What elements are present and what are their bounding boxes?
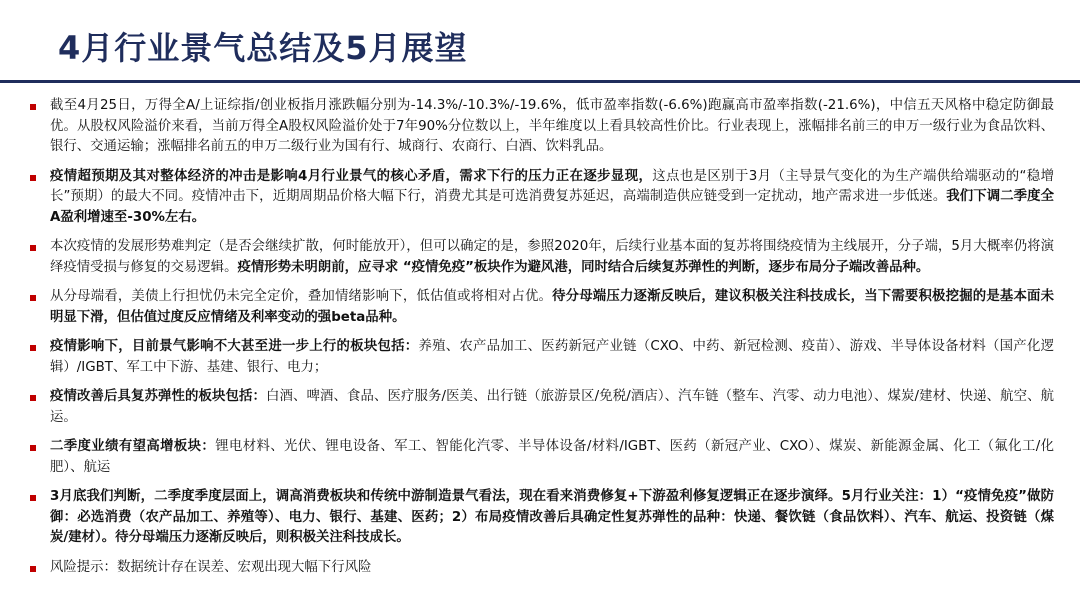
bullet-item [30, 487, 1054, 549]
bullet-item [30, 387, 1054, 428]
bold-text-segment: 二季度业绩有望高增板块： [50, 439, 216, 454]
bold-text-segment: 疫情改善后具复苏弹性的板块包括： [50, 389, 267, 404]
page-title: 4月行业景气总结及5月展望 [58, 29, 468, 67]
bullet-item [30, 437, 1054, 478]
bullet-text [50, 337, 1054, 378]
bullet-text [50, 287, 1054, 328]
bold-text-segment: 疫情形势未明朗前，应寻求 “疫情免疫”板块作为避风港，同时结合后续复苏弹性的判断，逐步布局分子端改善品种。 [237, 259, 930, 275]
bullet-text [50, 387, 1054, 428]
text-segment: 从分母端看，美债上行担忧仍未完全定价，叠加情绪影响下，低估值或将相对占优。 [50, 289, 553, 304]
bullet-marker-icon [30, 395, 36, 401]
bullet-marker-icon [30, 295, 36, 301]
bold-text-segment: 待分母端压力逐渐反映后，建议积极关注科技成长，当下需要积极挖掘的是基本面未明显下滑，但估值过度反应情绪及利率变动的强beta品种。 [50, 289, 1055, 325]
bullet-marker-icon [30, 566, 36, 572]
bullet-marker-icon [30, 175, 36, 181]
text-segment: 锂电材料、光伏、锂电设备、军工、智能化汽零、半导体设备/材料/IGBT、医药（新冠产业、CXO）、煤炭、新能源金属、化工（氟化工/化肥）、航运 [50, 439, 1054, 475]
bullet-marker-icon [30, 445, 36, 451]
bullet-item [30, 558, 1054, 579]
bullet-marker-icon [30, 345, 36, 351]
bold-text-segment: 3月底我们判断，二季度季度层面上，调高消费板块和传统中游制造景气看法，现在看来消费修复+下游盈利修复逻辑正在逐步演绎。5月行业关注：1）“疫情免疫”做防御：必选消费（农产品加工、养殖等）、电力、银行、基建、医药；2）布局疫情改善后具确定性复苏弹性的品种：快递、餐饮链（食品饮料）、汽车、航运、投资链（煤炭/建材）。待分母端压力逐渐反映后，则积极关注科技成长。 [50, 489, 1054, 545]
text-segment: 截至4月25日，万得全A/上证综指/创业板指月涨跌幅分别为-14.3%/-10.3%/-19.6%，低市盈率指数(-6.6%)跑赢高市盈率指数(-21.6%)，中信五天风格中稳定防御最优。从股权风险溢价来看，当前万得全A股权风险溢价处于7年90%分位数以上，半年维度以上看具较高性价比。行业表现上，涨幅排名前三的申万一级行业为食品饮料、银行、交通运输；涨幅排名前五的申万二级行业为国有行、城商行、农商行、白酒、饮料乳品。 [50, 98, 1054, 154]
bullet-text [50, 558, 1054, 579]
bullet-marker-icon [30, 245, 36, 251]
bullet-text [50, 96, 1054, 158]
bullet-text [50, 437, 1054, 478]
bullet-list [30, 96, 1054, 587]
title-underline [0, 80, 1080, 83]
bold-text-segment: 疫情影响下，目前景气影响不大甚至进一步上行的板块包括： [50, 339, 419, 354]
text-segment: 这点也是区别于3月（主导景气变化的为生产端供给端驱动的“稳增长”预期）的最大不同。疫情冲击下，近期周期品价格大幅下行，消费尤其是可选消费复苏延迟，高端制造供应链受到一定扰动，地产需求进一步低迷。 [50, 168, 1054, 204]
bullet-item [30, 237, 1054, 278]
text-segment: 白酒、啤酒、食品、医疗服务/医美、出行链（旅游景区/免税/酒店）、汽车链（整车、汽零、动力电池）、煤炭/建材、快递、航空、航运。 [50, 389, 1054, 425]
bullet-marker-icon [30, 104, 36, 110]
bullet-item [30, 287, 1054, 328]
text-segment: 养殖、农产品加工、医药新冠产业链（CXO、中药、新冠检测、疫苗）、游戏、半导体设备材料（国产化逻辑）/IGBT、军工中下游、基建、银行、电力； [50, 339, 1054, 375]
bullet-text [50, 167, 1054, 229]
bullet-marker-icon [30, 495, 36, 501]
text-segment: 风险提示：数据统计存在误差、宏观出现大幅下行风险 [50, 559, 372, 575]
bullet-text [50, 237, 1054, 278]
bullet-text [50, 487, 1054, 549]
bullet-item [30, 167, 1054, 229]
text-segment: 本次疫情的发展形势难判定（是否会继续扩散，何时能放开），但可以确定的是，参照2020年，后续行业基本面的复苏将围绕疫情为主线展开，分子端，5月大概率仍将演绎疫情受损与修复的交易逻辑。 [50, 239, 1054, 275]
bold-text-segment: 我们下调二季度全A盈利增速至-30%左右。 [50, 189, 1055, 225]
bullet-item [30, 337, 1054, 378]
bullet-item [30, 96, 1054, 158]
bold-text-segment: 疫情超预期及其对整体经济的冲击是影响4月行业景气的核心矛盾，需求下行的压力正在逐步显现， [50, 168, 653, 184]
